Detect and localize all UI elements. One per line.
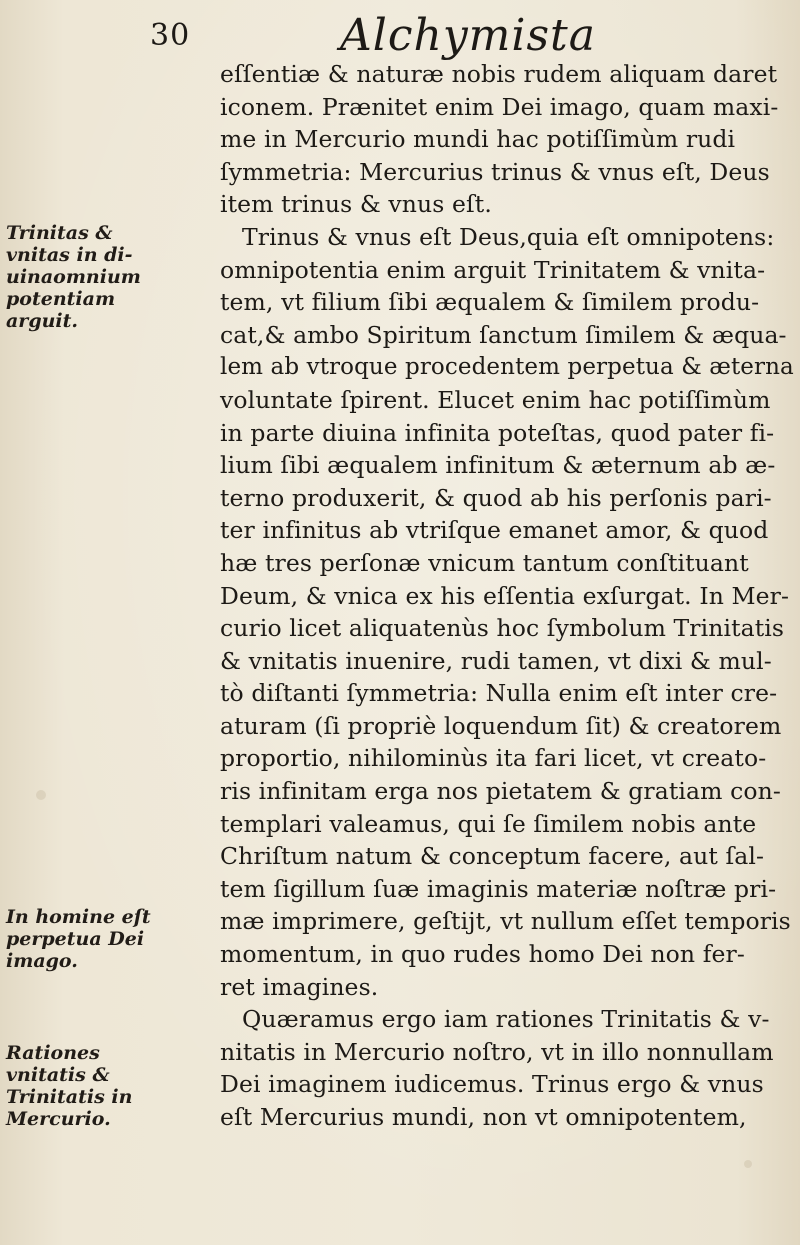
text-line: eſt Mercurius mundi, non vt omnipotentem,	[220, 1103, 747, 1131]
text-line: cat,& ambo Spiritum ſanctum ſimilem & æqua-	[220, 320, 787, 349]
text-line: curio licet aliquatenùs hoc ſymbolum Trinitatis	[220, 614, 785, 643]
text-line: & vnitatis inuenire, rudi tamen, vt dixi & mul-	[220, 646, 772, 675]
text-line: Dei imaginem iudicemus. Trinus ergo & vnus	[220, 1070, 764, 1099]
text-line: proportio, nihilominùs ita fari licet, vt creato-	[220, 744, 767, 773]
paragraph-start-line: Quæramus ergo iam rationes Trinitatis & v-	[242, 1005, 770, 1034]
paper-stain	[744, 1160, 752, 1168]
margin-note-line: vnitatis &	[6, 1064, 110, 1086]
paper-stain	[36, 790, 46, 800]
margin-note-trinity	[6, 222, 216, 332]
text-line: mæ imprimere, geſtijt, vt nullum eſſet temporis	[220, 907, 791, 936]
text-line: aturam (ſi propriè loquendum ſit) & creatorem	[220, 711, 782, 740]
margin-note-line: uinaomnium	[6, 266, 141, 288]
text-line: hæ tres perſonæ vnicum tantum conſtituant	[220, 548, 749, 577]
text-line: Chriſtum natum & conceptum facere, aut ſal-	[220, 842, 765, 871]
text-line: momentum, in quo rudes homo Dei non fer-	[220, 940, 745, 969]
margin-note-line: vnitas in di-	[6, 244, 133, 266]
text-line: lium ſibi æqualem infinitum & æternum ab æ-	[220, 451, 776, 480]
text-line: ſymmetria: Mercurius trinus & vnus eſt, Deus	[220, 157, 770, 186]
text-line: voluntate ſpirent. Elucet enim hac potiſſimùm	[220, 385, 771, 414]
margin-note-line: imago.	[6, 950, 78, 972]
text-line: item trinus & vnus eſt.	[220, 190, 492, 219]
margin-note-line: potentiam	[6, 288, 116, 310]
text-line: tò diſtanti ſymmetria: Nulla enim eſt inter cre-	[220, 679, 778, 708]
text-line: ter infinitus ab vtriſque emanet amor, & quod	[220, 516, 769, 545]
text-line: templari valeamus, qui ſe ſimilem nobis ante	[220, 809, 757, 838]
margin-note-image-of-god	[6, 906, 216, 972]
text-line: omnipotentia enim arguit Trinitatem & vnita-	[220, 255, 766, 284]
page-number: 30	[150, 18, 191, 53]
text-line: iconem. Prænitet enim Dei imago, quam maxi-	[220, 92, 779, 121]
margin-note-line: In homine eſt	[6, 906, 151, 928]
text-line: nitatis in Mercurio noſtro, vt in illo nonnullam	[220, 1037, 774, 1066]
margin-note-line: Rationes	[6, 1042, 100, 1064]
text-line: in parte diuina infinita poteſtas, quod pater fi-	[220, 418, 775, 447]
text-line: me in Mercurio mundi hac potiſſimùm rudi	[220, 125, 736, 154]
margin-note-line: Trinitatis in	[6, 1086, 133, 1108]
paragraph-start-line: Trinus & vnus eſt Deus,quia eſt omnipotens:	[242, 222, 775, 251]
margin-note-line: perpetua Dei	[6, 928, 145, 950]
margin-note-line: arguit.	[6, 310, 79, 332]
margin-note-line: Trinitas &	[6, 222, 113, 244]
text-line: tem ſigillum ſuæ imaginis materiæ noſtræ pri-	[220, 874, 777, 903]
text-line: ret imagines.	[220, 972, 379, 1001]
margin-note-line: Mercurio.	[6, 1108, 111, 1130]
body-text	[220, 58, 794, 1134]
text-line: eſſentiæ & naturæ nobis rudem aliquam daret	[220, 60, 778, 88]
text-line: Deum, & vnica ex his eſſentia exſurgat. In Mer-	[220, 581, 790, 610]
text-line: tem, vt filium ſibi æqualem & ſimilem produ-	[220, 288, 760, 317]
text-line: lem ab vtroque procedentem perpetua & æterna	[220, 354, 794, 381]
margin-note-reasons	[6, 1042, 216, 1130]
running-title: Alchymista	[340, 10, 596, 61]
text-line: terno produxerit, & quod ab his perſonis pari-	[220, 483, 772, 512]
text-line: ris infinitam erga nos pietatem & gratiam con-	[220, 777, 781, 806]
